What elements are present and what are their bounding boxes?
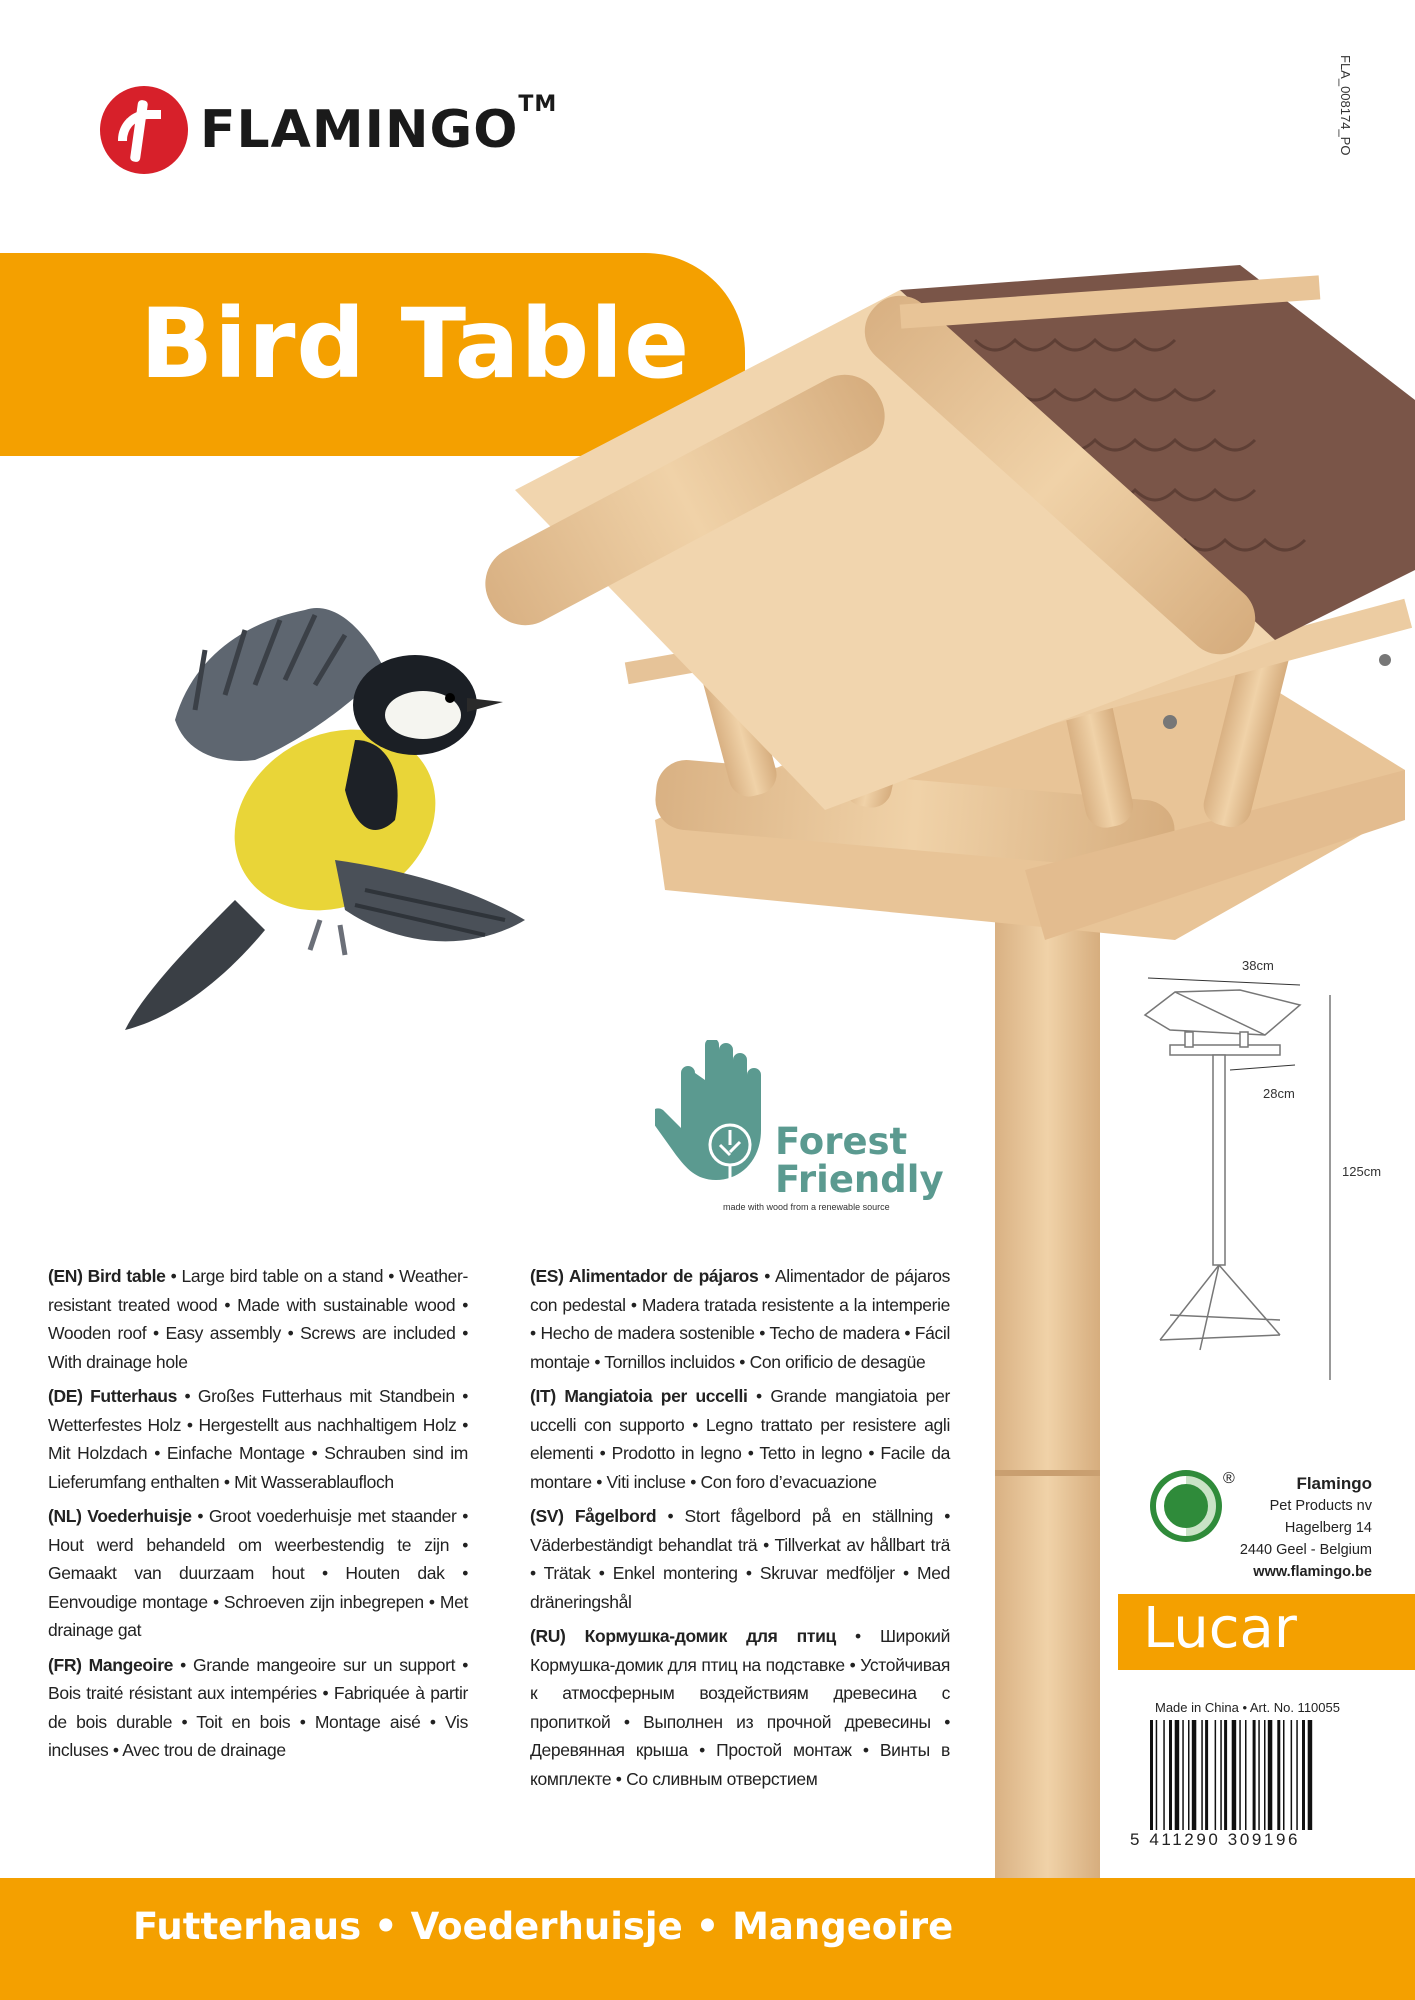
description-body: • Grande mangiatoia per uccelli con supporto • Legno trattato per resistere agli elementi • Prodotto in legno • Tetto in legno • Facile da montare • Viti incluse • Con foro d’evacuazione — [530, 1386, 950, 1492]
forest-friendly-badge — [655, 1040, 955, 1220]
dimension-depth: 28cm — [1263, 1086, 1295, 1101]
brand-name: FLAMINGO — [200, 100, 519, 160]
description-body: • Großes Futterhaus mit Standbein • Wetterfestes Holz • Hergestellt aus nachhaltigem Holz • Mit Holzdach • Einfache Montage • Schrauben sind im Lieferumfang enthalten • Mit Wasserablaufloch — [48, 1386, 468, 1492]
page-title: Bird Table — [140, 288, 691, 400]
description-it — [530, 1382, 950, 1496]
description-fr — [48, 1651, 468, 1765]
description-body: • Широкий Кормушка-домик для птиц на подставке • Устойчивая к атмосферным воздействиям древесина с пропиткой • Выполнен из прочной древесины • Деревянная крыша • Простой монтаж • Винты в комплекте • Со сливным отверстием — [530, 1626, 950, 1789]
brand-logo — [100, 85, 557, 175]
website-link[interactable]: www.flamingo.be — [1253, 1564, 1372, 1580]
description-body: • Stort fågelbord på en ställning • Väderbeständigt behandlat trä • Tillverkat av hållbart trä • Trätak • Enkel montering • Skruvar medföljer • Med dräneringshål — [530, 1506, 950, 1612]
flamingo-logo-icon — [100, 86, 188, 174]
description-en — [48, 1262, 468, 1376]
description-heading: (FR) Mangeoire — [48, 1654, 174, 1675]
description-sv — [530, 1502, 950, 1616]
address-line-3: 2440 Geel - Belgium — [1239, 1542, 1372, 1558]
description-heading: (ES) Alimentador de pájaros — [530, 1266, 759, 1286]
bottom-translations: Futterhaus • Voederhuisje • Mangeoire — [133, 1905, 954, 1948]
description-body: • Grande mangeoire sur un support • Bois traité résistant aux intempéries • Fabriquée à partir de bois durable • Toit en bois • Montage aisé • Vis incluses • Avec trou de drainage — [48, 1654, 468, 1760]
barcode-number: 5 411290 309196 — [1130, 1830, 1301, 1849]
green-dot-recycle-icon — [1150, 1470, 1222, 1542]
dimension-height: 125cm — [1342, 1164, 1382, 1179]
description-heading: (SV) Fågelbord — [530, 1506, 657, 1526]
model-name: Lucar — [1143, 1596, 1297, 1661]
description-heading: (RU) Кормушка-домик для птиц — [530, 1626, 836, 1646]
description-es — [530, 1262, 950, 1376]
bird-table-line-drawing — [1130, 950, 1390, 1430]
description-heading: (EN) Bird table — [48, 1266, 166, 1286]
registered-mark: ® — [1223, 1470, 1235, 1487]
trademark: TM — [518, 92, 558, 117]
description-body: • Alimentador de pájaros con pedestal • Madera tratada resistente a la intemperie • Hecho de madera sostenible • Techo de madera • Fácil montaje • Tornillos incluidos • Con orificio de desagüe — [530, 1266, 950, 1372]
description-body: • Large bird table on a stand • Weather-resistant treated wood • Made with sustainable wood • Wooden roof • Easy assembly • Screws are included • With drainage hole — [48, 1266, 468, 1372]
dimensions-diagram — [1130, 950, 1390, 1430]
description-heading: (NL) Voederhuisje — [48, 1506, 192, 1526]
description-column-right — [530, 1262, 950, 1799]
description-column-left — [48, 1262, 468, 1771]
description-nl — [48, 1502, 468, 1645]
company-name: Flamingo — [1296, 1474, 1372, 1493]
barcode-icon — [1148, 1720, 1358, 1840]
description-body: • Groot voederhuisje met staander • Hout werd behandeld om weerbestendig te zijn • Gemaakt van duurzaam hout • Houten dak • Eenvoudige montage • Schroeven zijn inbegrepen • Met drainage gat — [48, 1506, 469, 1640]
great-tit-bird-image — [105, 590, 665, 1090]
description-heading: (IT) Mangiatoia per uccelli — [530, 1386, 748, 1406]
description-heading: (DE) Futterhaus — [48, 1386, 178, 1406]
product-code: FLA_008174_PO — [1338, 55, 1353, 156]
company-address — [1215, 1473, 1372, 1583]
address-line-2: Hagelberg 14 — [1284, 1520, 1372, 1536]
address-line-1: Pet Products nv — [1269, 1498, 1372, 1514]
description-ru — [530, 1622, 950, 1793]
hand-tree-icon — [655, 1040, 775, 1200]
forest-friendly-tagline: made with wood from a renewable source — [723, 1202, 890, 1212]
made-in-article: Made in China • Art. No. 110055 — [1155, 1700, 1340, 1715]
description-de — [48, 1382, 468, 1496]
forest-friendly-line1: Forest — [775, 1120, 908, 1163]
dimension-width: 38cm — [1242, 958, 1274, 973]
forest-friendly-line2: Friendly — [775, 1158, 944, 1201]
